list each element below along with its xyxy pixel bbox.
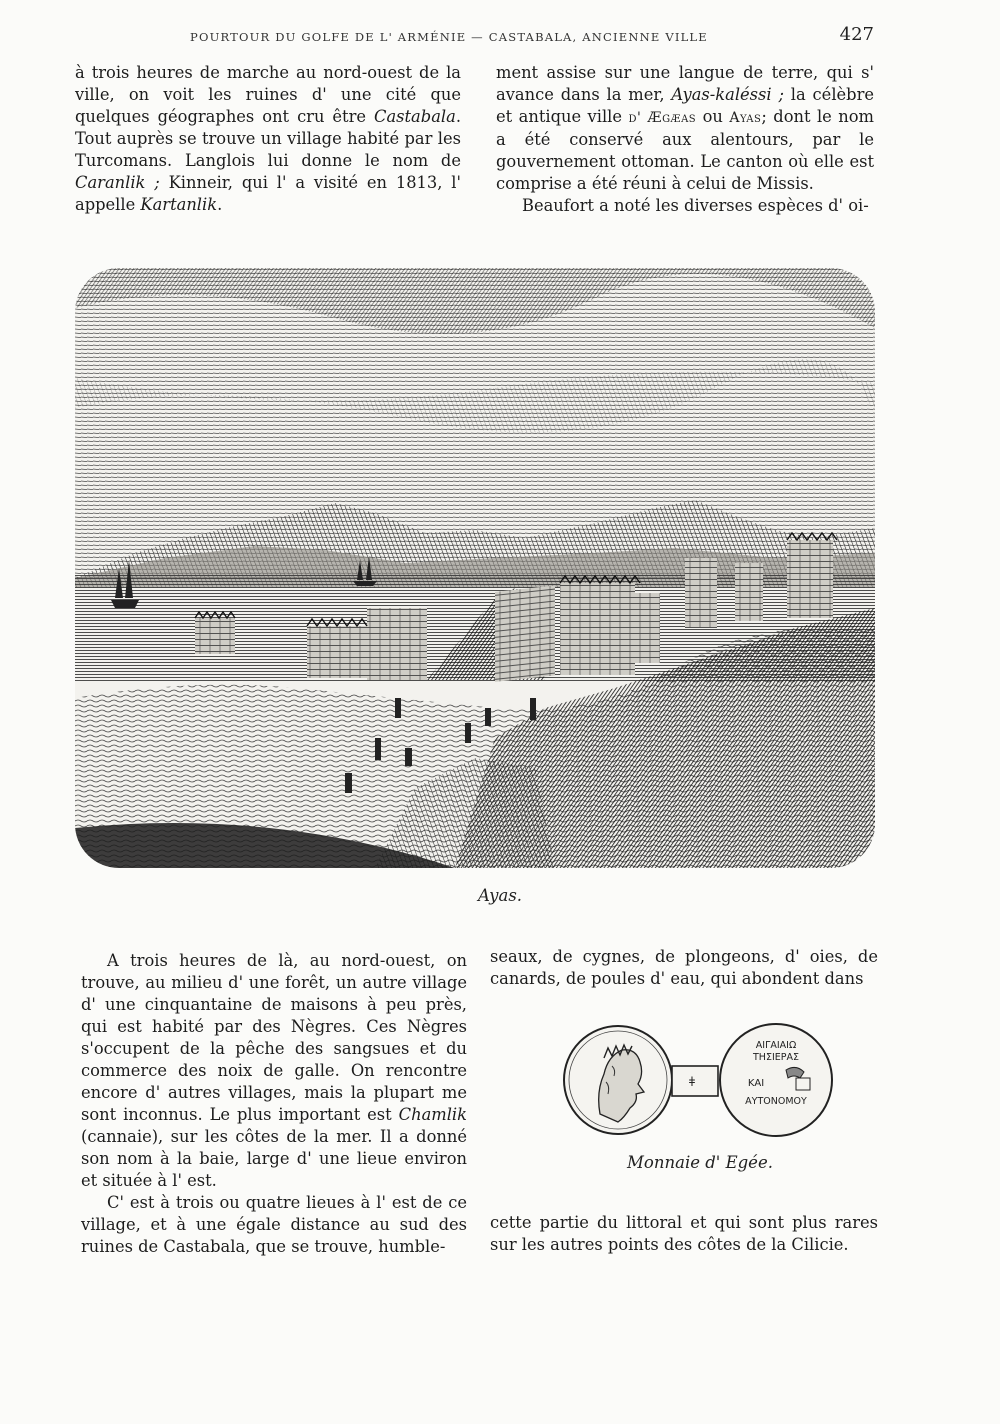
running-head: POURTOUR DU GOLFE DE L' ARMÉNIE — CASTABALA, ANCIENNE VILLE <box>190 30 708 44</box>
paragraph: Beaufort a noté les diverses espèces d' oi- <box>522 196 869 215</box>
engraving-ayas-illustration <box>75 268 875 868</box>
text-run: (cannaie), sur les côtes de la mer. Il a donné son nom à la baie, large d' une lieue environ et située à l' est. <box>81 1127 467 1190</box>
text-run: ou <box>696 107 730 126</box>
coin-obverse <box>564 1026 672 1134</box>
paragraph <box>75 62 461 216</box>
smallcaps-term-aegaeas: d' Ægæas <box>628 110 697 126</box>
italic-term-ayas-kalessi: Ayas-kaléssi ; <box>671 85 784 104</box>
paragraph <box>496 62 874 195</box>
paragraph <box>81 950 467 1192</box>
text-run: . Tout auprès se trouve un village habité par les Turcomans. Langlois lui donne le nom de <box>75 107 461 170</box>
figure-caption-ayas: Ayas. <box>477 886 523 905</box>
coin-edge-connector <box>672 1066 718 1096</box>
text-run: ment assise sur une langue de terre, qui s' avance dans la mer, <box>496 63 874 104</box>
column-top-left <box>75 62 461 216</box>
coin-legend-line: ΑΥΤΟΝΟΜΟΥ <box>745 1096 807 1107</box>
paragraph: C' est à trois ou quatre lieues à l' est de ce village, et à une égale distance au sud des ruines de Castabala, que se trouve, humble- <box>81 1193 467 1256</box>
column-top-right <box>496 62 874 217</box>
smallcaps-term-ayas: Ayas <box>729 110 762 126</box>
coin-reverse <box>720 1024 832 1136</box>
coin-legend-line: ΚΑΙ <box>747 1078 765 1089</box>
text-run: ; dont le nom a été conservé aux alentours, par le gouvernement ottoman. Le canton où elle est comprise a été réuni à celui de Missis. <box>496 107 874 193</box>
coin-illustration <box>560 1022 840 1138</box>
text-run: Kinneir, qui l' a visité en 1813, l' appelle <box>75 173 461 214</box>
coin-legend-line: ΑΙΓΑΙΑΙΩ <box>755 1040 797 1051</box>
paragraph: cette partie du littoral et qui sont plus rares sur les autres points des côtes de la Cilicie. <box>490 1213 878 1254</box>
italic-term-chamlik: Chamlik <box>398 1105 467 1124</box>
italic-term-caranlik: Caranlik ; <box>75 173 160 192</box>
coin-legend-line: ΤΗΣΙΕΡΑΣ <box>753 1052 799 1063</box>
column-bottom-right-bottom <box>490 1212 878 1256</box>
column-bottom-left <box>81 950 467 1258</box>
figure-caption-coin: Monnaie d' Egée. <box>627 1153 773 1172</box>
page-number: 427 <box>839 24 874 45</box>
landscape-illustration <box>75 268 875 868</box>
paragraph: seaux, de cygnes, de plongeons, d' oies, de canards, de poules d' eau, qui abondent dans <box>490 947 878 988</box>
text-run: . <box>217 195 223 214</box>
text-run: la célèbre et antique ville <box>496 85 874 126</box>
italic-term-kartanlik: Kartanlik <box>140 195 218 214</box>
text-run: A trois heures de là, au nord-ouest, on trouve, au milieu d' une forêt, un autre village d' une cinquantaine de maisons à peu près, qui est habité par des Nègres. Ces Nègres s'occupent de la pêche des sangsues et du commerce des noix de galle. On rencontre encore d' autres villages, mais la plupart me sont inconnus. Le plus important est <box>81 951 467 1124</box>
coin-mark: ǂ <box>689 1075 695 1090</box>
column-bottom-right-top <box>490 946 878 990</box>
text-run: à trois heures de marche au nord-ouest de la ville, on voit les ruines d' une cité que quelques géographes ont cru être <box>75 63 461 126</box>
italic-term-castabala: Castabala <box>374 107 456 126</box>
